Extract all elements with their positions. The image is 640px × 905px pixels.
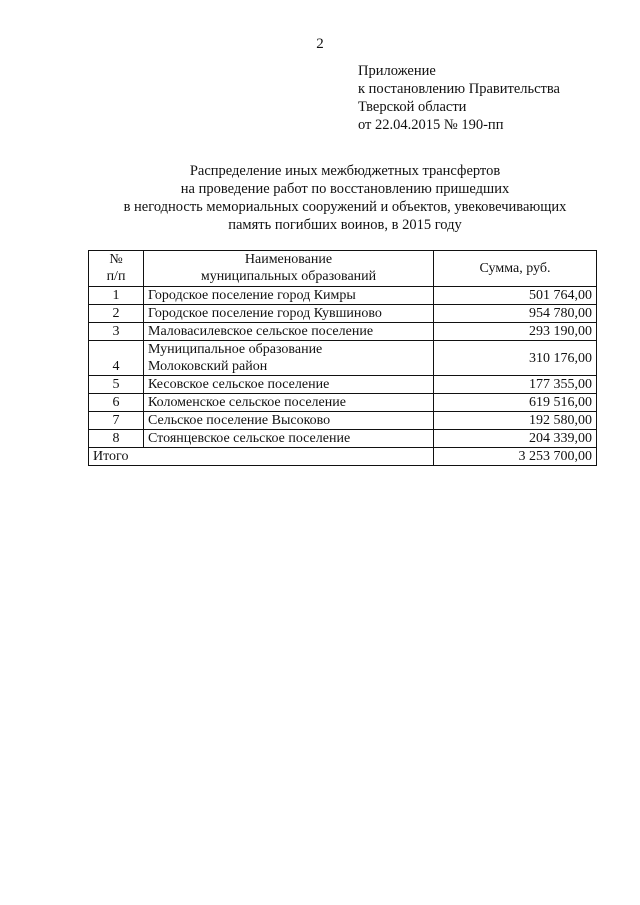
appendix-line: Приложение: [358, 63, 436, 79]
row-sum: 501 764,00: [434, 287, 597, 305]
table-total-row: [89, 448, 597, 466]
table-row: [89, 412, 597, 430]
row-name: Сельское поселение Высоково: [144, 412, 434, 430]
table-row: [89, 305, 597, 323]
row-number: 5: [89, 376, 144, 394]
table-row: [89, 430, 597, 448]
row-number: 2: [89, 305, 144, 323]
row-number: 7: [89, 412, 144, 430]
row-number: 4: [89, 341, 144, 376]
page-number: 2: [316, 36, 324, 52]
row-name: Стоянцевское сельское поселение: [144, 430, 434, 448]
row-number: 3: [89, 323, 144, 341]
row-number: 6: [89, 394, 144, 412]
row-sum: 192 580,00: [434, 412, 597, 430]
appendix-line: от 22.04.2015 № 190-пп: [358, 117, 504, 133]
title-line: в негодность мемориальных сооружений и объектов, увековечивающих: [123, 199, 567, 215]
row-name: Муниципальное образование Молоковский район: [144, 341, 434, 376]
row-name: Городское поселение город Кимры: [144, 287, 434, 305]
row-name: Маловасилевское сельское поселение: [144, 323, 434, 341]
table-row: [89, 376, 597, 394]
appendix-block: [358, 62, 560, 134]
row-sum: 177 355,00: [434, 376, 597, 394]
appendix-line: к постановлению Правительства: [358, 81, 560, 97]
row-name: Кесовское сельское поселение: [144, 376, 434, 394]
row-number: 1: [89, 287, 144, 305]
header-sum: Сумма, руб.: [434, 251, 597, 287]
row-sum: 619 516,00: [434, 394, 597, 412]
row-sum: 310 176,00: [434, 341, 597, 376]
table-row: [89, 394, 597, 412]
row-number: 8: [89, 430, 144, 448]
title-line: память погибших воинов, в 2015 году: [228, 217, 462, 233]
table-header-row: [89, 251, 597, 287]
document-title: [60, 162, 630, 234]
table-row: [89, 287, 597, 305]
total-sum: 3 253 700,00: [434, 448, 597, 466]
header-number: № п/п: [89, 251, 144, 287]
title-line: Распределение иных межбюджетных трансфертов: [189, 163, 501, 179]
title-line: на проведение работ по восстановлению пришедших: [180, 181, 510, 197]
row-sum: 954 780,00: [434, 305, 597, 323]
table-row: [89, 323, 597, 341]
transfers-table: [88, 250, 597, 466]
row-name: Городское поселение город Кувшиново: [144, 305, 434, 323]
total-label: Итого: [89, 448, 434, 466]
table-row: [89, 341, 597, 376]
header-name: Наименование муниципальных образований: [144, 251, 434, 287]
row-sum: 293 190,00: [434, 323, 597, 341]
appendix-line: Тверской области: [358, 99, 467, 115]
row-sum: 204 339,00: [434, 430, 597, 448]
row-name: Коломенское сельское поселение: [144, 394, 434, 412]
